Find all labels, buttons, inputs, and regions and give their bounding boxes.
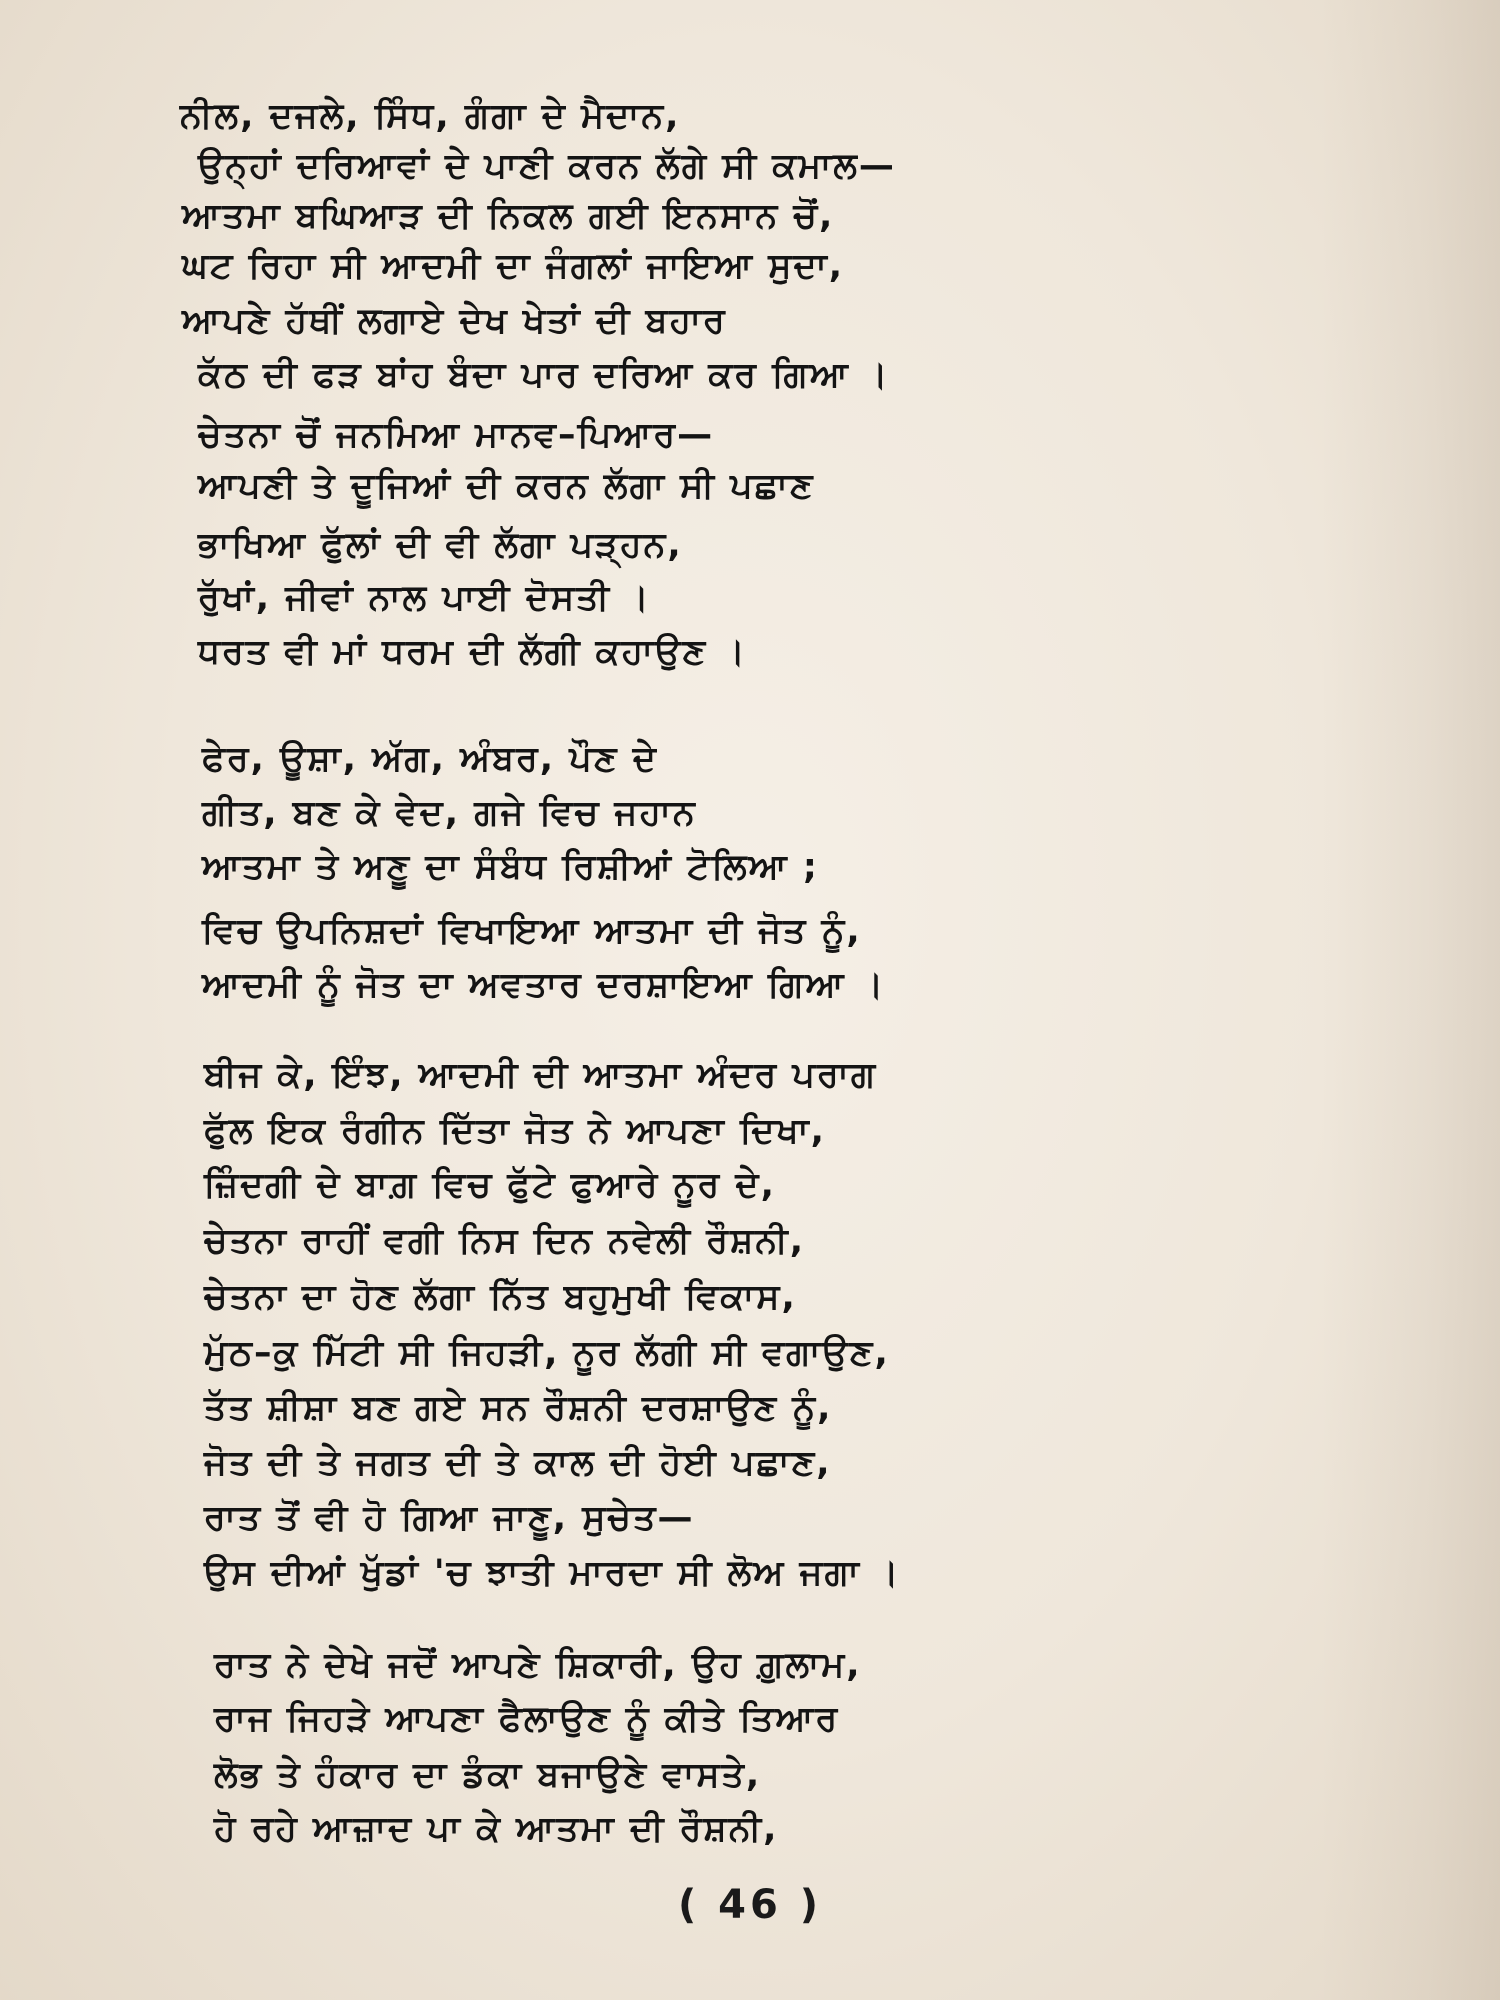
poem-line: ਆਪਣੀ ਤੇ ਦੂਜਿਆਂ ਦੀ ਕਰਨ ਲੱਗਾ ਸੀ ਪਛਾਣ — [198, 466, 815, 506]
poem-line: ਚੇਤਨਾ ਰਾਹੀਂ ਵਗੀ ਨਿਸ ਦਿਨ ਨਵੇਲੀ ਰੌਸ਼ਨੀ, — [204, 1221, 805, 1261]
poem-line: ਮੁੱਠ–ਕੁ ਮਿੱਟੀ ਸੀ ਜਿਹੜੀ, ਨੂਰ ਲੱਗੀ ਸੀ ਵਗਾਉਣ, — [204, 1333, 890, 1373]
poem-line: ਘਟ ਰਿਹਾ ਸੀ ਆਦਮੀ ਦਾ ਜੰਗਲਾਂ ਜਾਇਆ ਸੁਦਾ, — [182, 246, 845, 286]
poem-line: ਕੱਠ ਦੀ ਫੜ ਬਾਂਹ ਬੰਦਾ ਪਾਰ ਦਰਿਆ ਕਰ ਗਿਆ । — [198, 355, 890, 395]
poem-line: ਜੋਤ ਦੀ ਤੇ ਜਗਤ ਦੀ ਤੇ ਕਾਲ ਦੀ ਹੋਈ ਪਛਾਣ, — [204, 1443, 832, 1483]
poem-line: ਧਰਤ ਵੀ ਮਾਂ ਧਰਮ ਦੀ ਲੱਗੀ ਕਹਾਉਣ । — [198, 632, 747, 672]
poem-line: ਤੱਤ ਸ਼ੀਸ਼ਾ ਬਣ ਗਏ ਸਨ ਰੌਸ਼ਨੀ ਦਰਸ਼ਾਉਣ ਨੂੰ, — [204, 1388, 833, 1428]
poem-line: ਚੇਤਨਾ ਦਾ ਹੋਣ ਲੱਗਾ ਨਿੱਤ ਬਹੁਮੁਖੀ ਵਿਕਾਸ, — [204, 1277, 797, 1317]
poem-line: ਨੀਲ, ਦਜਲੇ, ਸਿੰਧ, ਗੰਗਾ ਦੇ ਮੈਦਾਨ, — [180, 96, 681, 136]
poem-line: ਫੇਰ, ਊਸ਼ਾ, ਅੱਗ, ਅੰਬਰ, ਪੌਣ ਦੇ — [202, 739, 658, 779]
poem-line: ਰੁੱਖਾਂ, ਜੀਵਾਂ ਨਾਲ ਪਾਈ ਦੋਸਤੀ । — [198, 578, 651, 618]
poem-line: ਗੀਤ, ਬਣ ਕੇ ਵੇਦ, ਗਜੇ ਵਿਚ ਜਹਾਨ — [202, 793, 697, 833]
poem-line: ਹੋ ਰਹੇ ਆਜ਼ਾਦ ਪਾ ਕੇ ਆਤਮਾ ਦੀ ਰੌਸ਼ਨੀ, — [214, 1809, 779, 1849]
poem-line: ਆਦਮੀ ਨੂੰ ਜੋਤ ਦਾ ਅਵਤਾਰ ਦਰਸ਼ਾਇਆ ਗਿਆ । — [202, 965, 886, 1005]
page-number: ( 46 ) — [677, 1882, 823, 1928]
poem-line: ਆਤਮਾ ਬਘਿਆੜ ਦੀ ਨਿਕਲ ਗਈ ਇਨਸਾਨ ਚੋਂ, — [182, 196, 835, 236]
poem-line: ਜ਼ਿੰਦਗੀ ਦੇ ਬਾਗ਼ ਵਿਚ ਫੁੱਟੇ ਫੁਆਰੇ ਨੂਰ ਦੇ, — [204, 1165, 776, 1205]
binding-shadow — [1320, 0, 1500, 2000]
poem-line: ਰਾਤ ਤੋਂ ਵੀ ਹੋ ਗਿਆ ਜਾਣੂ, ਸੁਚੇਤ— — [204, 1498, 695, 1538]
poem-line: ਆਪਣੇ ਹੱਥੀਂ ਲਗਾਏ ਦੇਖ ਖੇਤਾਂ ਦੀ ਬਹਾਰ — [182, 301, 727, 341]
poem-line: ਰਾਤ ਨੇ ਦੇਖੇ ਜਦੋਂ ਆਪਣੇ ਸ਼ਿਕਾਰੀ, ਉਹ ਗ਼ੁਲਾਮ, — [214, 1645, 862, 1685]
poem-line: ਭਾਖਿਆ ਫੁੱਲਾਂ ਦੀ ਵੀ ਲੱਗਾ ਪੜ੍ਹਨ, — [198, 525, 683, 565]
poem-line: ਰਾਜ ਜਿਹੜੇ ਆਪਣਾ ਫੈਲਾਉਣ ਨੂੰ ਕੀਤੇ ਤਿਆਰ — [214, 1699, 840, 1739]
poem-line: ਲੋਭ ਤੇ ਹੰਕਾਰ ਦਾ ਡੰਕਾ ਬਜਾਉਣੇ ਵਾਸਤੇ, — [214, 1755, 762, 1795]
poem-line: ਉਸ ਦੀਆਂ ਖੁੱਡਾਂ 'ਚ ਝਾਤੀ ਮਾਰਦਾ ਸੀ ਲੋਅ ਜਗਾ । — [204, 1553, 901, 1593]
poem-line: ਬੀਜ ਕੇ, ਇੰਝ, ਆਦਮੀ ਦੀ ਆਤਮਾ ਅੰਦਰ ਪਰਾਗ — [204, 1055, 878, 1095]
poem-line: ਫੁੱਲ ਇਕ ਰੰਗੀਨ ਦਿੱਤਾ ਜੋਤ ਨੇ ਆਪਣਾ ਦਿਖਾ, — [204, 1111, 826, 1151]
poem-line: ਆਤਮਾ ਤੇ ਅਣੂ ਦਾ ਸੰਬੰਧ ਰਿਸ਼ੀਆਂ ਟੋਲਿਆ ; — [202, 847, 819, 887]
poem-line: ਉਨ੍ਹਾਂ ਦਰਿਆਵਾਂ ਦੇ ਪਾਣੀ ਕਰਨ ਲੱਗੇ ਸੀ ਕਮਾਲ— — [198, 146, 896, 186]
poem-line: ਵਿਚ ਉਪਨਿਸ਼ਦਾਂ ਵਿਖਾਇਆ ਆਤਮਾ ਦੀ ਜੋਤ ਨੂੰ, — [202, 911, 862, 951]
poem-line: ਚੇਤਨਾ ਚੋਂ ਜਨਮਿਆ ਮਾਨਵ–ਪਿਆਰ— — [198, 415, 715, 455]
